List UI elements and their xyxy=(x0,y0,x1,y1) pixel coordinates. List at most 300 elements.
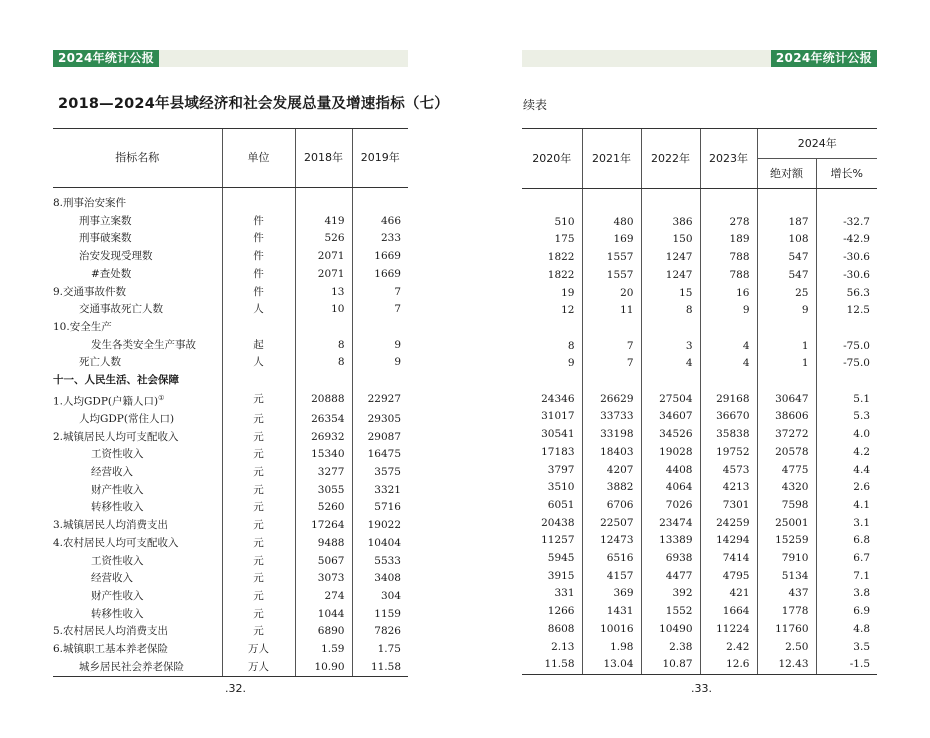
cell-value xyxy=(582,373,641,391)
cell-value: 34607 xyxy=(641,408,700,426)
cell-value: -30.6 xyxy=(816,267,877,285)
cell-value: 3277 xyxy=(295,464,352,482)
cell-value: 38606 xyxy=(757,408,816,426)
cell-value xyxy=(700,373,757,391)
row-unit: 万人 xyxy=(222,659,295,677)
cell-value xyxy=(295,188,352,213)
row-label-text: 发生各类安全生产事故 xyxy=(91,338,196,351)
cell-value: 12.43 xyxy=(757,656,816,674)
cell-value: 4.0 xyxy=(816,426,877,444)
cell-value: 4408 xyxy=(641,462,700,480)
row-unit: 元 xyxy=(222,623,295,641)
cell-value: 7301 xyxy=(700,497,757,515)
table-row xyxy=(53,588,408,606)
cell-value: 4207 xyxy=(582,462,641,480)
row-label xyxy=(53,372,222,390)
page-number: .33. xyxy=(691,682,712,695)
cell-value: 1266 xyxy=(547,605,575,618)
cell-value: 1159 xyxy=(352,606,408,624)
cell-value: 26629 xyxy=(582,391,641,409)
cell-value: 187 xyxy=(757,214,816,232)
page-number: .32. xyxy=(225,682,246,695)
cell-value: 13 xyxy=(295,284,352,302)
table-row xyxy=(53,230,408,248)
cell-value: 1669 xyxy=(352,266,408,284)
cell-value: 7 xyxy=(582,355,641,373)
table-row xyxy=(522,621,877,639)
row-label-text: 转移性收入 xyxy=(91,501,144,514)
cell-value: 1822 xyxy=(547,268,575,281)
cell-value: 11760 xyxy=(757,621,816,639)
col-header-2023: 2023年 xyxy=(700,129,757,189)
cell-value xyxy=(757,189,816,214)
table-row xyxy=(522,320,877,338)
row-label xyxy=(53,213,222,231)
cell-value: 35838 xyxy=(700,426,757,444)
cell-value: 3575 xyxy=(352,464,408,482)
table-row xyxy=(522,391,877,409)
cell-value: 17264 xyxy=(295,517,352,535)
cell-value: 3882 xyxy=(582,479,641,497)
row-label xyxy=(53,641,222,659)
cell-value: 3797 xyxy=(547,463,575,476)
cell-value: 4 xyxy=(700,338,757,356)
cell-value: 1.75 xyxy=(352,641,408,659)
cell-value: 304 xyxy=(352,588,408,606)
cell-value xyxy=(641,373,700,391)
cell-value: 31017 xyxy=(541,410,575,423)
col-header-2020: 2020年 xyxy=(522,129,582,189)
cell-value: 175 xyxy=(554,233,575,246)
cell-value: 8608 xyxy=(547,622,575,635)
cell-value: 56.3 xyxy=(816,285,877,303)
cell-value: 12473 xyxy=(582,532,641,550)
cell-value: 419 xyxy=(295,213,352,231)
table-row xyxy=(522,373,877,391)
cell-value: 6890 xyxy=(295,623,352,641)
table-row xyxy=(53,499,408,517)
row-label-text: 5.农村居民人均消费支出 xyxy=(53,625,169,638)
table-row xyxy=(522,497,877,515)
cell-value: 13389 xyxy=(641,532,700,550)
cell-value: 3055 xyxy=(295,482,352,500)
cell-value: 10490 xyxy=(641,621,700,639)
table-row xyxy=(522,515,877,533)
row-unit: 元 xyxy=(222,535,295,553)
row-label xyxy=(53,553,222,571)
right-table-body xyxy=(522,189,877,675)
cell-value: 6051 xyxy=(547,498,575,511)
row-unit: 件 xyxy=(222,213,295,231)
header-bar xyxy=(53,50,408,67)
cell-value: 510 xyxy=(554,215,575,228)
row-label xyxy=(53,411,222,429)
cell-value: 5.3 xyxy=(816,408,877,426)
cell-value: 5067 xyxy=(295,553,352,571)
cell-value xyxy=(522,373,582,391)
cell-value: 150 xyxy=(641,231,700,249)
row-label-text: 9.交通事故件数 xyxy=(53,285,127,298)
cell-value: 2.38 xyxy=(641,639,700,657)
row-unit: 元 xyxy=(222,446,295,464)
table-row xyxy=(53,535,408,553)
row-label-text: 3.城镇居民人均消费支出 xyxy=(53,519,169,532)
row-unit: 元 xyxy=(222,482,295,500)
table-row xyxy=(522,267,877,285)
cell-value: 7414 xyxy=(700,550,757,568)
row-label-text: 治安发现受理数 xyxy=(79,250,153,263)
row-unit xyxy=(222,372,295,390)
row-label-text: 十一、人民生活、社会保障 xyxy=(53,374,179,387)
table-row xyxy=(53,482,408,500)
cell-value xyxy=(352,188,408,213)
cell-value: 7 xyxy=(352,284,408,302)
cell-value: 14294 xyxy=(700,532,757,550)
table-row xyxy=(522,550,877,568)
header-tag: 2024年统计公报 xyxy=(53,50,159,67)
col-header-2022: 2022年 xyxy=(641,129,700,189)
row-label xyxy=(53,570,222,588)
table-row xyxy=(53,623,408,641)
cell-value: 9488 xyxy=(295,535,352,553)
row-unit: 元 xyxy=(222,606,295,624)
cell-value: 4775 xyxy=(757,462,816,480)
row-label xyxy=(53,517,222,535)
row-label-text: 财产性收入 xyxy=(91,483,144,496)
cell-value: 1 xyxy=(757,355,816,373)
cell-value: 11.58 xyxy=(522,656,582,674)
cell-value: 7 xyxy=(352,301,408,319)
cell-value: 5134 xyxy=(757,568,816,586)
cell-value: 4064 xyxy=(641,479,700,497)
col-header-absolute: 绝对额 xyxy=(757,159,816,189)
cell-value: 2.50 xyxy=(757,639,816,657)
footnote-marker: ① xyxy=(158,393,165,402)
cell-value: 16 xyxy=(700,285,757,303)
cell-value: 2.13 xyxy=(551,640,575,653)
row-unit: 件 xyxy=(222,284,295,302)
cell-value: 1.98 xyxy=(582,639,641,657)
row-label xyxy=(53,337,222,355)
row-label xyxy=(53,464,222,482)
row-label xyxy=(53,390,222,411)
cell-value: -75.0 xyxy=(816,355,877,373)
cell-value: 547 xyxy=(757,249,816,267)
cell-value: 15340 xyxy=(295,446,352,464)
cell-value: 4477 xyxy=(641,568,700,586)
cell-value: 1247 xyxy=(641,267,700,285)
cell-value: 29087 xyxy=(352,429,408,447)
cell-value: 19 xyxy=(561,286,575,299)
cell-value: 7 xyxy=(582,338,641,356)
table-row xyxy=(522,532,877,550)
cell-value: 1044 xyxy=(295,606,352,624)
cell-value: 1822 xyxy=(547,251,575,264)
cell-value: -30.6 xyxy=(816,249,877,267)
cell-value: -42.9 xyxy=(816,231,877,249)
cell-value: 6.9 xyxy=(816,603,877,621)
cell-value xyxy=(295,372,352,390)
row-unit: 元 xyxy=(222,411,295,429)
cell-value: 33198 xyxy=(582,426,641,444)
row-label-text: 6.城镇职工基本养老保险 xyxy=(53,643,169,656)
cell-value xyxy=(352,319,408,337)
row-label-text: 交通事故死亡人数 xyxy=(79,303,163,316)
row-unit: 件 xyxy=(222,230,295,248)
table-row xyxy=(53,411,408,429)
table-row xyxy=(53,188,408,213)
cell-value: -1.5 xyxy=(816,656,877,674)
cell-value: 4.1 xyxy=(816,497,877,515)
cell-value: 36670 xyxy=(700,408,757,426)
table-row xyxy=(522,639,877,657)
cell-value: 6516 xyxy=(582,550,641,568)
cell-value: 29305 xyxy=(352,411,408,429)
cell-value: 10016 xyxy=(582,621,641,639)
cell-value: 4573 xyxy=(700,462,757,480)
cell-value: 1557 xyxy=(582,267,641,285)
cell-value xyxy=(641,320,700,338)
row-unit: 起 xyxy=(222,337,295,355)
row-unit: 元 xyxy=(222,499,295,517)
table-row xyxy=(53,213,408,231)
table-row xyxy=(522,285,877,303)
row-label xyxy=(53,446,222,464)
cell-value: 1552 xyxy=(641,603,700,621)
row-label-text: 1.人均GDP(户籍人口) xyxy=(53,395,159,408)
cell-value: 189 xyxy=(700,231,757,249)
cell-value: 8 xyxy=(641,302,700,320)
cell-value: 1247 xyxy=(641,249,700,267)
row-label xyxy=(53,319,222,337)
cell-value xyxy=(700,189,757,214)
table-row xyxy=(53,659,408,677)
cell-value: 4157 xyxy=(582,568,641,586)
cell-value: 1431 xyxy=(582,603,641,621)
cell-value: 7598 xyxy=(757,497,816,515)
cell-value: 5716 xyxy=(352,499,408,517)
cell-value xyxy=(700,320,757,338)
cell-value xyxy=(522,189,582,214)
table-row xyxy=(522,585,877,603)
table-row xyxy=(53,354,408,372)
cell-value: 108 xyxy=(757,231,816,249)
cell-value: 9 xyxy=(352,337,408,355)
cell-value: 5945 xyxy=(547,552,575,565)
row-label-text: 财产性收入 xyxy=(91,589,144,602)
cell-value: 34526 xyxy=(641,426,700,444)
cell-value: 12.6 xyxy=(700,656,757,674)
cell-value: 1557 xyxy=(582,249,641,267)
table-title: 2018—2024年县域经济和社会发展总量及增速指标（七） xyxy=(58,96,450,112)
cell-value: 788 xyxy=(700,249,757,267)
cell-value: 15 xyxy=(641,285,700,303)
row-label-text: 8.刑事治安案件 xyxy=(53,197,127,209)
cell-value: 392 xyxy=(641,585,700,603)
table-row xyxy=(53,301,408,319)
table-row xyxy=(53,429,408,447)
cell-value: 13.04 xyxy=(582,656,641,674)
table-row xyxy=(53,446,408,464)
cell-value: 5.1 xyxy=(816,391,877,409)
header-tag: 2024年统计公报 xyxy=(771,50,877,67)
cell-value: -32.7 xyxy=(816,214,877,232)
table-row xyxy=(522,189,877,214)
cell-value: 17183 xyxy=(541,445,575,458)
row-unit: 元 xyxy=(222,390,295,411)
cell-value: 4795 xyxy=(700,568,757,586)
cell-value: 369 xyxy=(582,585,641,603)
row-label xyxy=(53,354,222,372)
cell-value xyxy=(522,320,582,338)
row-unit: 万人 xyxy=(222,641,295,659)
row-label xyxy=(53,284,222,302)
cell-value: 6.7 xyxy=(816,550,877,568)
cell-value: 5260 xyxy=(295,499,352,517)
row-label xyxy=(53,188,222,213)
cell-value: 3408 xyxy=(352,570,408,588)
cell-value: 480 xyxy=(582,214,641,232)
row-unit: 元 xyxy=(222,588,295,606)
table-row xyxy=(522,426,877,444)
row-label xyxy=(53,301,222,319)
cell-value: 4.4 xyxy=(816,462,877,480)
continued-label: 续表 xyxy=(523,98,548,112)
cell-value: 331 xyxy=(554,587,575,600)
row-label-text: 转移性收入 xyxy=(91,607,144,620)
table-row xyxy=(53,248,408,266)
row-unit: 件 xyxy=(222,248,295,266)
table-row xyxy=(53,319,408,337)
cell-value: 19752 xyxy=(700,444,757,462)
cell-value: 1664 xyxy=(700,603,757,621)
cell-value xyxy=(582,320,641,338)
table-row xyxy=(53,372,408,390)
cell-value: 9 xyxy=(567,357,575,370)
cell-value: 9 xyxy=(700,302,757,320)
table-row xyxy=(522,408,877,426)
table-row xyxy=(522,656,877,674)
row-label-text: 城乡居民社会养老保险 xyxy=(79,660,184,673)
cell-value: 10.90 xyxy=(295,659,352,677)
cell-value: 3.8 xyxy=(816,585,877,603)
row-label xyxy=(53,659,222,677)
table-row xyxy=(53,464,408,482)
cell-value: 2.42 xyxy=(700,639,757,657)
cell-value: 22507 xyxy=(582,515,641,533)
cell-value: 19022 xyxy=(352,517,408,535)
row-label xyxy=(53,588,222,606)
cell-value: 2071 xyxy=(295,248,352,266)
cell-value: 7.1 xyxy=(816,568,877,586)
table-row xyxy=(522,231,877,249)
row-label-text: 2.城镇居民人均可支配收入 xyxy=(53,430,179,443)
cell-value: 4 xyxy=(641,355,700,373)
cell-value: 7910 xyxy=(757,550,816,568)
row-label-text: #查处数 xyxy=(91,267,132,280)
cell-value: 22927 xyxy=(352,390,408,411)
table-row xyxy=(522,479,877,497)
row-unit: 人 xyxy=(222,354,295,372)
cell-value: 3.5 xyxy=(816,639,877,657)
cell-value: 20888 xyxy=(295,390,352,411)
cell-value: 6.8 xyxy=(816,532,877,550)
cell-value: 4.8 xyxy=(816,621,877,639)
right-table xyxy=(522,128,877,675)
cell-value: 24259 xyxy=(700,515,757,533)
cell-value: 4320 xyxy=(757,479,816,497)
row-unit xyxy=(222,188,295,213)
cell-value: 3510 xyxy=(547,481,575,494)
table-row xyxy=(53,517,408,535)
row-unit: 元 xyxy=(222,570,295,588)
row-unit: 元 xyxy=(222,429,295,447)
cell-value: 29168 xyxy=(700,391,757,409)
col-header-2021: 2021年 xyxy=(582,129,641,189)
table-row xyxy=(522,214,877,232)
right-page xyxy=(465,0,930,738)
cell-value: 16475 xyxy=(352,446,408,464)
table-row xyxy=(53,570,408,588)
row-label xyxy=(53,623,222,641)
col-header-2024-group: 2024年 xyxy=(757,129,877,159)
cell-value xyxy=(352,372,408,390)
cell-value: -75.0 xyxy=(816,338,877,356)
cell-value: 20578 xyxy=(757,444,816,462)
cell-value: 8 xyxy=(567,339,575,352)
cell-value: 18403 xyxy=(582,444,641,462)
row-unit: 人 xyxy=(222,301,295,319)
cell-value: 4.2 xyxy=(816,444,877,462)
cell-value: 26354 xyxy=(295,411,352,429)
cell-value: 37272 xyxy=(757,426,816,444)
cell-value: 2071 xyxy=(295,266,352,284)
table-row xyxy=(53,641,408,659)
cell-value: 25001 xyxy=(757,515,816,533)
cell-value: 15259 xyxy=(757,532,816,550)
table-row xyxy=(53,606,408,624)
cell-value: 9 xyxy=(757,302,816,320)
left-table xyxy=(53,128,408,677)
cell-value: 20438 xyxy=(541,516,575,529)
row-unit: 元 xyxy=(222,517,295,535)
cell-value: 1669 xyxy=(352,248,408,266)
row-label-text: 10.安全生产 xyxy=(53,320,112,333)
cell-value: 9 xyxy=(352,354,408,372)
row-label xyxy=(53,248,222,266)
col-header-unit: 单位 xyxy=(222,129,295,188)
cell-value: 233 xyxy=(352,230,408,248)
table-row xyxy=(522,568,877,586)
cell-value: 1 xyxy=(757,338,816,356)
cell-value: 26932 xyxy=(295,429,352,447)
cell-value: 3915 xyxy=(547,569,575,582)
cell-value: 788 xyxy=(700,267,757,285)
cell-value: 278 xyxy=(700,214,757,232)
row-unit: 元 xyxy=(222,464,295,482)
table-row xyxy=(522,603,877,621)
cell-value: 27504 xyxy=(641,391,700,409)
cell-value: 25 xyxy=(757,285,816,303)
table-row xyxy=(53,284,408,302)
row-label-text: 刑事破案数 xyxy=(79,232,132,245)
cell-value: 526 xyxy=(295,230,352,248)
cell-value: 8 xyxy=(295,337,352,355)
table-row xyxy=(53,337,408,355)
cell-value: 6938 xyxy=(641,550,700,568)
cell-value: 23474 xyxy=(641,515,700,533)
row-label xyxy=(53,499,222,517)
